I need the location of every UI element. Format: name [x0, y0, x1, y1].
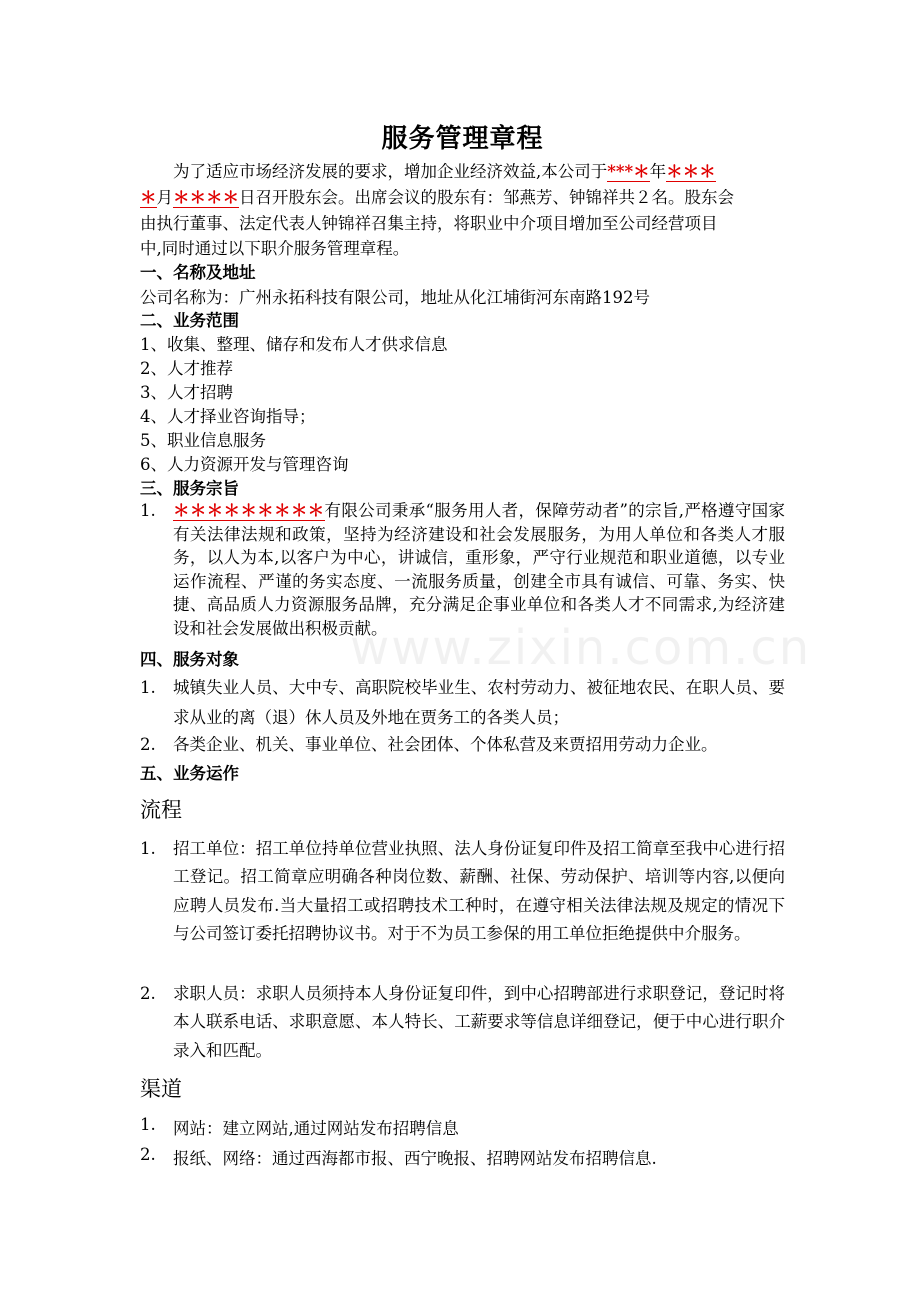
scope-item: 2、人才推荐: [140, 359, 233, 378]
section-3-heading: 三、服务宗旨: [140, 479, 239, 498]
intro-line-2: [140, 184, 734, 208]
intro-month-label: 月: [156, 188, 173, 207]
scope-item: 1、收集、整理、储存和发布人才供求信息: [140, 335, 448, 354]
intro-line-3: 由执行董事、法定代表人钟锦祥召集主持，将职业中介项目增加至公司经营项目: [140, 214, 718, 233]
channel-heading: 渠道: [140, 1077, 182, 1101]
section-5-heading: 五、业务运作: [140, 764, 239, 783]
list-number: 1.: [140, 839, 156, 858]
redacted-company: ＊＊＊＊＊＊＊＊＊: [173, 501, 325, 520]
redacted-year: ***＊: [607, 162, 650, 181]
list-number: 1.: [140, 1115, 156, 1134]
section-1-heading: 一、名称及地址: [140, 263, 256, 282]
list-text: 求职人员：求职人员须持本人身份证复印件，到中心招聘部进行求职登记，登记时将本人联系电话、求职意愿、本人特长、工薪要求等信息详细登记，便于中心进行职介录入和匹配。: [173, 984, 785, 1060]
intro-line-1: [173, 158, 716, 182]
section-4-heading: 四、服务对象: [140, 650, 239, 669]
flow-heading: 流程: [140, 798, 182, 822]
list-number: 1.: [140, 501, 156, 520]
intro-text: 为了适应市场经济发展的要求，增加企业经济效益,本公司于: [173, 162, 608, 181]
list-text: 城镇失业人员、大中专、高职院校毕业生、农村劳动力、被征地农民、在职人员、要求从业的离（退）休人员及外地在贾务工的各类人员；: [173, 678, 785, 727]
list-text: 网站：建立网站,通过网站发布招聘信息: [173, 1119, 459, 1138]
document-title: 服务管理章程: [381, 124, 544, 154]
intro-year-label: 年: [649, 162, 667, 181]
intro-text-2: 日召开股东会。出席会议的股东有：邹燕芳、钟锦祥共２名。股东会: [239, 188, 734, 207]
section-1-text: 公司名称为：广州永拓科技有限公司，地址从化江埔街河东南路192号: [140, 288, 650, 307]
watermark: www.zixin.com.cn: [350, 620, 812, 676]
list-number: 1.: [140, 678, 156, 697]
list-text: 各类企业、机关、事业单位、社会团体、个体私营及来贾招用劳动力企业。: [173, 735, 718, 754]
intro-line-4: 中,同时通过以下职介服务管理章程。: [140, 239, 410, 258]
purpose-text: [173, 499, 785, 640]
list-text: 招工单位：招工单位持单位营业执照、法人身份证复印件及招工简章至我中心进行招工登记。招工简章应明确各种岗位数、薪酬、社保、劳动保护、培训等内容,以便向应聘人员发布.当大量招工或招聘技术工种时，在遵守相关法律法规及规定的情况下与公司签订委托招聘协议书。对于不为员工参保的用工单位拒绝提供中介服务。: [173, 839, 785, 943]
list-text: 报纸、网络：通过西海都市报、西宁晚报、招聘网站发布招聘信息.: [173, 1149, 657, 1168]
list-number: 2.: [140, 735, 156, 754]
scope-item: 4、人才择业咨询指导；: [140, 407, 316, 426]
section-2-heading: 二、业务范围: [140, 311, 239, 330]
purpose-text-rest: 格遵守国家有关法律法规和政策，坚持为经济建设和社会发展服务，为用人单位和各类人才服务，以人为本,以客户为中心，讲诚信，重形象，严守行业规范和职业道德，以专业运作流程、严谨的务实态度、一流服务质量，创建全市具有诚信、可靠、务实、快捷、高品质人力资源服务品牌，充分满足企事业单位和各类人才不同需求,为经济建设和社会发展做出积极贡献。: [173, 501, 786, 638]
list-number: 2.: [140, 984, 156, 1003]
redacted-day: ＊＊＊＊: [173, 188, 239, 207]
purpose-text-first: 有限公司秉承“服务用人者，保障劳动者”的宗旨,严: [324, 501, 702, 520]
redacted-month-cont: ＊: [140, 188, 157, 207]
scope-item: 6、人力资源开发与管理咨询: [140, 455, 349, 474]
redacted-month: ＊＊＊: [666, 162, 716, 181]
list-number: 2.: [140, 1145, 156, 1164]
scope-item: 3、人才招聘: [140, 383, 233, 402]
scope-item: 5、职业信息服务: [140, 431, 266, 450]
